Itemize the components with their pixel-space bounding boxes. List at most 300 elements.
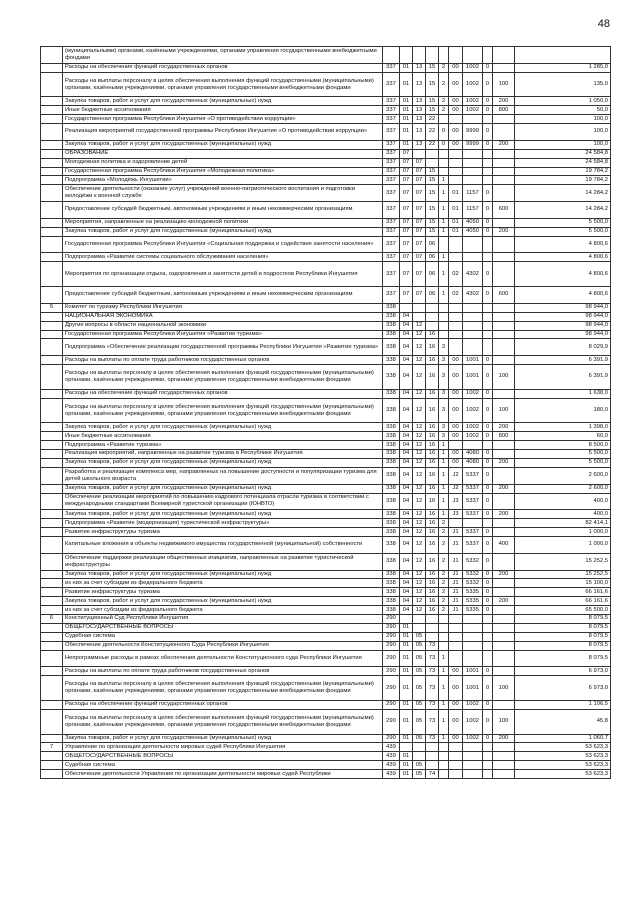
gr-code-cell: 439 (383, 770, 400, 779)
vr-zero-cell: 0 (483, 528, 493, 537)
gr-code-cell: 338 (383, 579, 400, 588)
vr-code-cell (493, 236, 515, 253)
sum-cell: 53 623,3 (515, 743, 611, 752)
vr-code-cell (493, 553, 515, 570)
expense-code-cell: 1002 (463, 97, 483, 106)
vr-code-cell: 200 (493, 597, 515, 606)
direction-code-cell: J1 (449, 606, 463, 615)
rz-code-cell: 07 (400, 185, 413, 202)
program-code-cell: 73 (426, 734, 439, 743)
sum-cell: 66 161,6 (515, 588, 611, 597)
gr-code-cell: 337 (383, 176, 400, 185)
program-code-cell: 16 (426, 528, 439, 537)
direction-code-cell: 01 (449, 227, 463, 236)
pr-code-cell: 07 (413, 218, 426, 227)
row-number-cell (41, 667, 63, 676)
vr-code-cell (493, 641, 515, 650)
vr-code-cell (493, 615, 515, 624)
sum-cell: 8 079,5 (515, 641, 611, 650)
subprogram-code-cell (439, 632, 449, 641)
table-row (41, 493, 611, 510)
gr-code-cell: 338 (383, 588, 400, 597)
gr-code-cell: 337 (383, 227, 400, 236)
table-row (41, 458, 611, 467)
expense-code-cell: 9999 (463, 140, 483, 149)
gr-code-cell: 338 (383, 536, 400, 553)
gr-code-cell: 337 (383, 158, 400, 167)
direction-code-cell (449, 743, 463, 752)
rz-code-cell: 04 (400, 321, 413, 330)
row-number-cell: 6 (41, 615, 63, 624)
row-name-cell: Подпрограмма «Обеспечение реализации государственной программы Республики Ингушетия «Развитие туризма» (63, 339, 383, 356)
pr-code-cell: 12 (413, 570, 426, 579)
gr-code-cell: 337 (383, 202, 400, 219)
pr-code-cell: 12 (413, 365, 426, 390)
expense-code-cell (463, 623, 483, 632)
vr-zero-cell: 0 (483, 467, 493, 484)
row-number-cell (41, 167, 63, 176)
row-name-cell: Расходы на выплаты персоналу в целях обеспечения выполнения функций государственными (муниципальными) органами, казёнными учреждениями, органами управления государственными внебюджетными фондами (63, 72, 383, 97)
rz-code-cell: 04 (400, 536, 413, 553)
sum-cell: 19 784,2 (515, 167, 611, 176)
rz-code-cell: 01 (400, 106, 413, 115)
row-number-cell (41, 312, 63, 321)
rz-code-cell: 01 (400, 667, 413, 676)
program-code-cell: 15 (426, 106, 439, 115)
vr-zero-cell: 0 (483, 202, 493, 219)
expense-code-cell: 1002 (463, 72, 483, 97)
gr-code-cell: 337 (383, 106, 400, 115)
program-code-cell (426, 761, 439, 770)
sum-cell: 53 623,3 (515, 770, 611, 779)
gr-code-cell: 439 (383, 752, 400, 761)
vr-code-cell (493, 389, 515, 398)
pr-code-cell: 12 (413, 432, 426, 441)
expense-code-cell: 5337 (463, 467, 483, 484)
gr-code-cell: 290 (383, 734, 400, 743)
vr-code-cell (493, 176, 515, 185)
program-code-cell: 22 (426, 115, 439, 124)
direction-code-cell (449, 519, 463, 528)
row-name-cell: Закупка товаров, работ и услуг для государственных (муниципальных) нужд (63, 484, 383, 493)
expense-code-cell (463, 303, 483, 312)
pr-code-cell: 07 (413, 287, 426, 304)
program-code-cell (426, 615, 439, 624)
vr-code-cell (493, 149, 515, 158)
subprogram-code-cell (439, 149, 449, 158)
gr-code-cell: 338 (383, 398, 400, 423)
gr-code-cell: 337 (383, 167, 400, 176)
row-name-cell: Капитальные вложения в объекты недвижимого имущества государственной (муниципальной) собственности (63, 536, 383, 553)
table-row (41, 312, 611, 321)
vr-code-cell (493, 770, 515, 779)
rz-code-cell: 07 (400, 227, 413, 236)
pr-code-cell: 12 (413, 441, 426, 450)
direction-code-cell (449, 770, 463, 779)
vr-code-cell: 600 (493, 202, 515, 219)
row-name-cell: Закупка товаров, работ и услуг для государственных (муниципальных) нужд (63, 458, 383, 467)
subprogram-code-cell: 1 (439, 667, 449, 676)
gr-code-cell: 290 (383, 641, 400, 650)
pr-code-cell: 05 (413, 709, 426, 734)
pr-code-cell: 07 (413, 167, 426, 176)
gr-code-cell: 338 (383, 321, 400, 330)
gr-code-cell: 338 (383, 570, 400, 579)
program-code-cell: 16 (426, 579, 439, 588)
program-code-cell (426, 632, 439, 641)
program-code-cell: 16 (426, 423, 439, 432)
vr-code-cell: 100 (493, 398, 515, 423)
vr-code-cell (493, 761, 515, 770)
expense-code-cell: 9999 (463, 124, 483, 141)
row-number-cell (41, 106, 63, 115)
program-code-cell: 16 (426, 432, 439, 441)
vr-code-cell: 100 (493, 709, 515, 734)
rz-code-cell: 04 (400, 458, 413, 467)
vr-zero-cell: 0 (483, 700, 493, 709)
vr-zero-cell (483, 339, 493, 356)
vr-zero-cell (483, 115, 493, 124)
row-name-cell: Мероприятия по организации отдыха, оздоровления и занятости детей и подростков Республики Ингушетия (63, 262, 383, 287)
row-number-cell (41, 339, 63, 356)
program-code-cell: 73 (426, 700, 439, 709)
vr-code-cell (493, 312, 515, 321)
table-body (41, 47, 611, 779)
vr-zero-cell: 0 (483, 389, 493, 398)
row-number-cell (41, 467, 63, 484)
pr-code-cell: 12 (413, 321, 426, 330)
sum-cell: 2 600,0 (515, 484, 611, 493)
gr-code-cell: 290 (383, 650, 400, 667)
table-row (41, 700, 611, 709)
sum-cell: 65 500,0 (515, 606, 611, 615)
table-row (41, 519, 611, 528)
table-row (41, 770, 611, 779)
expense-code-cell: 5335 (463, 606, 483, 615)
vr-code-cell (493, 650, 515, 667)
subprogram-code-cell (439, 303, 449, 312)
pr-code-cell (413, 623, 426, 632)
vr-code-cell: 200 (493, 570, 515, 579)
table-row (41, 510, 611, 519)
expense-code-cell: 1002 (463, 734, 483, 743)
row-number-cell (41, 441, 63, 450)
rz-code-cell: 01 (400, 770, 413, 779)
table-row (41, 441, 611, 450)
sum-cell: 4 800,6 (515, 262, 611, 287)
direction-code-cell: 00 (449, 667, 463, 676)
rz-code-cell: 04 (400, 484, 413, 493)
sum-cell: 1 106,5 (515, 700, 611, 709)
program-code-cell: 73 (426, 667, 439, 676)
vr-zero-cell (483, 641, 493, 650)
program-code-cell: 15 (426, 227, 439, 236)
subprogram-code-cell: 1 (439, 700, 449, 709)
vr-code-cell: 100 (493, 676, 515, 701)
subprogram-code-cell: 2 (439, 597, 449, 606)
pr-code-cell: 13 (413, 140, 426, 149)
row-name-cell: Подпрограмма «Развитие туризма» (63, 441, 383, 450)
rz-code-cell: 04 (400, 510, 413, 519)
direction-code-cell: J1 (449, 553, 463, 570)
expense-code-cell (463, 167, 483, 176)
row-number-cell: 7 (41, 743, 63, 752)
pr-code-cell (413, 743, 426, 752)
rz-code-cell: 07 (400, 167, 413, 176)
row-name-cell: Расходы на выплаты персоналу в целях обеспечения выполнения функций государственными (муниципальными) органами, казёнными учреждениями, органами управления государственными внебюджетными фондами (63, 365, 383, 390)
row-name-cell: Расходы на выплаты персоналу в целях обеспечения выполнения функций государственными (муниципальными) органами, казёнными учреждениями, органами управления государственными внебюджетными фондами (63, 398, 383, 423)
sum-cell: 6 973,0 (515, 667, 611, 676)
direction-code-cell: J1 (449, 597, 463, 606)
table-row (41, 202, 611, 219)
vr-code-cell: 100 (493, 72, 515, 97)
row-name-cell: ОБЩЕГОСУДАРСТВЕННЫЕ ВОПРОСЫ (63, 752, 383, 761)
sum-cell: 4 800,6 (515, 253, 611, 262)
row-number-cell (41, 752, 63, 761)
expense-code-cell (463, 149, 483, 158)
gr-code-cell: 338 (383, 312, 400, 321)
vr-zero-cell: 0 (483, 597, 493, 606)
row-number-cell (41, 97, 63, 106)
gr-code-cell: 338 (383, 519, 400, 528)
row-number-cell (41, 641, 63, 650)
gr-code-cell: 290 (383, 623, 400, 632)
table-row (41, 253, 611, 262)
sum-cell: 53 623,3 (515, 761, 611, 770)
expense-code-cell (463, 312, 483, 321)
row-name-cell: Подпрограмма «Развитие (модернизация) туристической инфраструктуры» (63, 519, 383, 528)
vr-code-cell (493, 752, 515, 761)
pr-code-cell (413, 47, 426, 64)
gr-code-cell: 338 (383, 493, 400, 510)
rz-code-cell: 04 (400, 312, 413, 321)
pr-code-cell: 05 (413, 770, 426, 779)
direction-code-cell: 00 (449, 140, 463, 149)
pr-code-cell: 12 (413, 398, 426, 423)
rz-code-cell: 07 (400, 287, 413, 304)
row-number-cell (41, 140, 63, 149)
expense-code-cell (463, 321, 483, 330)
sum-cell: 66 161,6 (515, 597, 611, 606)
sum-cell: 6 391,9 (515, 356, 611, 365)
sum-cell: 14 284,2 (515, 202, 611, 219)
rz-code-cell: 01 (400, 700, 413, 709)
pr-code-cell: 07 (413, 158, 426, 167)
direction-code-cell: 00 (449, 398, 463, 423)
table-row (41, 423, 611, 432)
subprogram-code-cell: 1 (439, 441, 449, 450)
pr-code-cell: 12 (413, 339, 426, 356)
row-name-cell: из них за счет субсидии из федерального бюджета (63, 579, 383, 588)
table-row (41, 97, 611, 106)
program-code-cell: 16 (426, 493, 439, 510)
expense-code-cell: 5337 (463, 484, 483, 493)
rz-code-cell: 04 (400, 597, 413, 606)
subprogram-code-cell: 1 (439, 450, 449, 459)
vr-code-cell: 800 (493, 106, 515, 115)
pr-code-cell: 05 (413, 761, 426, 770)
program-code-cell: 16 (426, 588, 439, 597)
program-code-cell: 73 (426, 709, 439, 734)
program-code-cell: 15 (426, 176, 439, 185)
rz-code-cell: 04 (400, 365, 413, 390)
row-number-cell (41, 398, 63, 423)
expense-code-cell: 5337 (463, 528, 483, 537)
rz-code-cell: 04 (400, 450, 413, 459)
vr-zero-cell (483, 441, 493, 450)
expense-code-cell: 5335 (463, 588, 483, 597)
row-name-cell: Закупка товаров, работ и услуг для государственных (муниципальных) нужд (63, 510, 383, 519)
sum-cell: 5 500,0 (515, 450, 611, 459)
subprogram-code-cell: 0 (439, 124, 449, 141)
direction-code-cell: 02 (449, 262, 463, 287)
vr-code-cell: 200 (493, 484, 515, 493)
vr-code-cell (493, 167, 515, 176)
program-code-cell: 16 (426, 553, 439, 570)
vr-code-cell (493, 493, 515, 510)
row-name-cell: Расходы на выплаты по оплате труда работников государственных органов (63, 356, 383, 365)
vr-code-cell (493, 441, 515, 450)
sum-cell: 24 584,8 (515, 158, 611, 167)
vr-zero-cell (483, 330, 493, 339)
program-code-cell: 16 (426, 330, 439, 339)
gr-code-cell: 338 (383, 528, 400, 537)
expense-code-cell: 4050 (463, 218, 483, 227)
expense-code-cell (463, 519, 483, 528)
program-code-cell: 16 (426, 441, 439, 450)
row-number-cell (41, 484, 63, 493)
rz-code-cell: 04 (400, 553, 413, 570)
program-code-cell: 16 (426, 450, 439, 459)
program-code-cell (426, 303, 439, 312)
sum-cell: 135,0 (515, 72, 611, 97)
row-number-cell (41, 202, 63, 219)
subprogram-code-cell: 2 (439, 528, 449, 537)
table-row (41, 432, 611, 441)
expense-code-cell (463, 641, 483, 650)
expense-code-cell (463, 339, 483, 356)
gr-code-cell: 338 (383, 389, 400, 398)
expense-code-cell (463, 752, 483, 761)
vr-zero-cell: 0 (483, 484, 493, 493)
expense-code-cell (463, 441, 483, 450)
table-row (41, 218, 611, 227)
subprogram-code-cell (439, 752, 449, 761)
direction-code-cell (449, 321, 463, 330)
table-row (41, 579, 611, 588)
vr-code-cell: 200 (493, 227, 515, 236)
direction-code-cell: 00 (449, 734, 463, 743)
sum-cell: 100,0 (515, 124, 611, 141)
row-number-cell (41, 709, 63, 734)
direction-code-cell (449, 330, 463, 339)
pr-code-cell: 12 (413, 536, 426, 553)
rz-code-cell (400, 303, 413, 312)
gr-code-cell: 338 (383, 365, 400, 390)
sum-cell: 1 285,0 (515, 63, 611, 72)
pr-code-cell: 12 (413, 389, 426, 398)
program-code-cell: 16 (426, 597, 439, 606)
subprogram-code-cell (439, 623, 449, 632)
direction-code-cell: J2 (449, 467, 463, 484)
table-row (41, 398, 611, 423)
gr-code-cell: 338 (383, 432, 400, 441)
table-row (41, 553, 611, 570)
row-name-cell: Иные бюджетные ассигнования (63, 106, 383, 115)
program-code-cell: 74 (426, 770, 439, 779)
vr-zero-cell: 0 (483, 106, 493, 115)
direction-code-cell: 02 (449, 287, 463, 304)
row-number-cell (41, 185, 63, 202)
pr-code-cell: 12 (413, 484, 426, 493)
vr-zero-cell: 0 (483, 709, 493, 734)
expense-code-cell: 5332 (463, 579, 483, 588)
expense-code-cell: 1157 (463, 185, 483, 202)
vr-zero-cell: 0 (483, 365, 493, 390)
subprogram-code-cell: 1 (439, 484, 449, 493)
pr-code-cell: 13 (413, 97, 426, 106)
gr-code-cell: 337 (383, 63, 400, 72)
subprogram-code-cell: 1 (439, 650, 449, 667)
rz-code-cell: 04 (400, 356, 413, 365)
gr-code-cell: 337 (383, 115, 400, 124)
subprogram-code-cell: 1 (439, 185, 449, 202)
subprogram-code-cell: 3 (439, 365, 449, 390)
vr-zero-cell: 0 (483, 667, 493, 676)
gr-code-cell: 337 (383, 140, 400, 149)
sum-cell: 1 398,0 (515, 423, 611, 432)
program-code-cell: 16 (426, 510, 439, 519)
direction-code-cell (449, 441, 463, 450)
direction-code-cell (449, 623, 463, 632)
direction-code-cell: 00 (449, 97, 463, 106)
rz-code-cell: 01 (400, 72, 413, 97)
vr-zero-cell (483, 236, 493, 253)
sum-cell: 82 414,1 (515, 519, 611, 528)
sum-cell: 98 944,0 (515, 312, 611, 321)
vr-code-cell (493, 339, 515, 356)
vr-zero-cell: 0 (483, 356, 493, 365)
vr-zero-cell: 0 (483, 579, 493, 588)
table-row (41, 356, 611, 365)
gr-code-cell (383, 47, 400, 64)
program-code-cell: 16 (426, 389, 439, 398)
sum-cell: 24 584,8 (515, 149, 611, 158)
program-code-cell: 16 (426, 467, 439, 484)
expense-code-cell: 1157 (463, 202, 483, 219)
vr-zero-cell: 0 (483, 423, 493, 432)
subprogram-code-cell: 1 (439, 287, 449, 304)
table-row (41, 63, 611, 72)
vr-zero-cell: 0 (483, 97, 493, 106)
vr-zero-cell (483, 253, 493, 262)
sum-cell: 15 252,5 (515, 553, 611, 570)
table-row (41, 528, 611, 537)
table-row (41, 450, 611, 459)
row-name-cell: Государственная программа Республики Ингушетия «Социальная поддержка и содействие занятости населения» (63, 236, 383, 253)
subprogram-code-cell (439, 158, 449, 167)
table-row (41, 124, 611, 141)
pr-code-cell: 12 (413, 579, 426, 588)
vr-code-cell: 200 (493, 140, 515, 149)
subprogram-code-cell: 2 (439, 63, 449, 72)
expense-code-cell: 1002 (463, 389, 483, 398)
table-row (41, 667, 611, 676)
direction-code-cell: J1 (449, 528, 463, 537)
gr-code-cell: 338 (383, 606, 400, 615)
row-number-cell (41, 606, 63, 615)
vr-zero-cell: 0 (483, 450, 493, 459)
